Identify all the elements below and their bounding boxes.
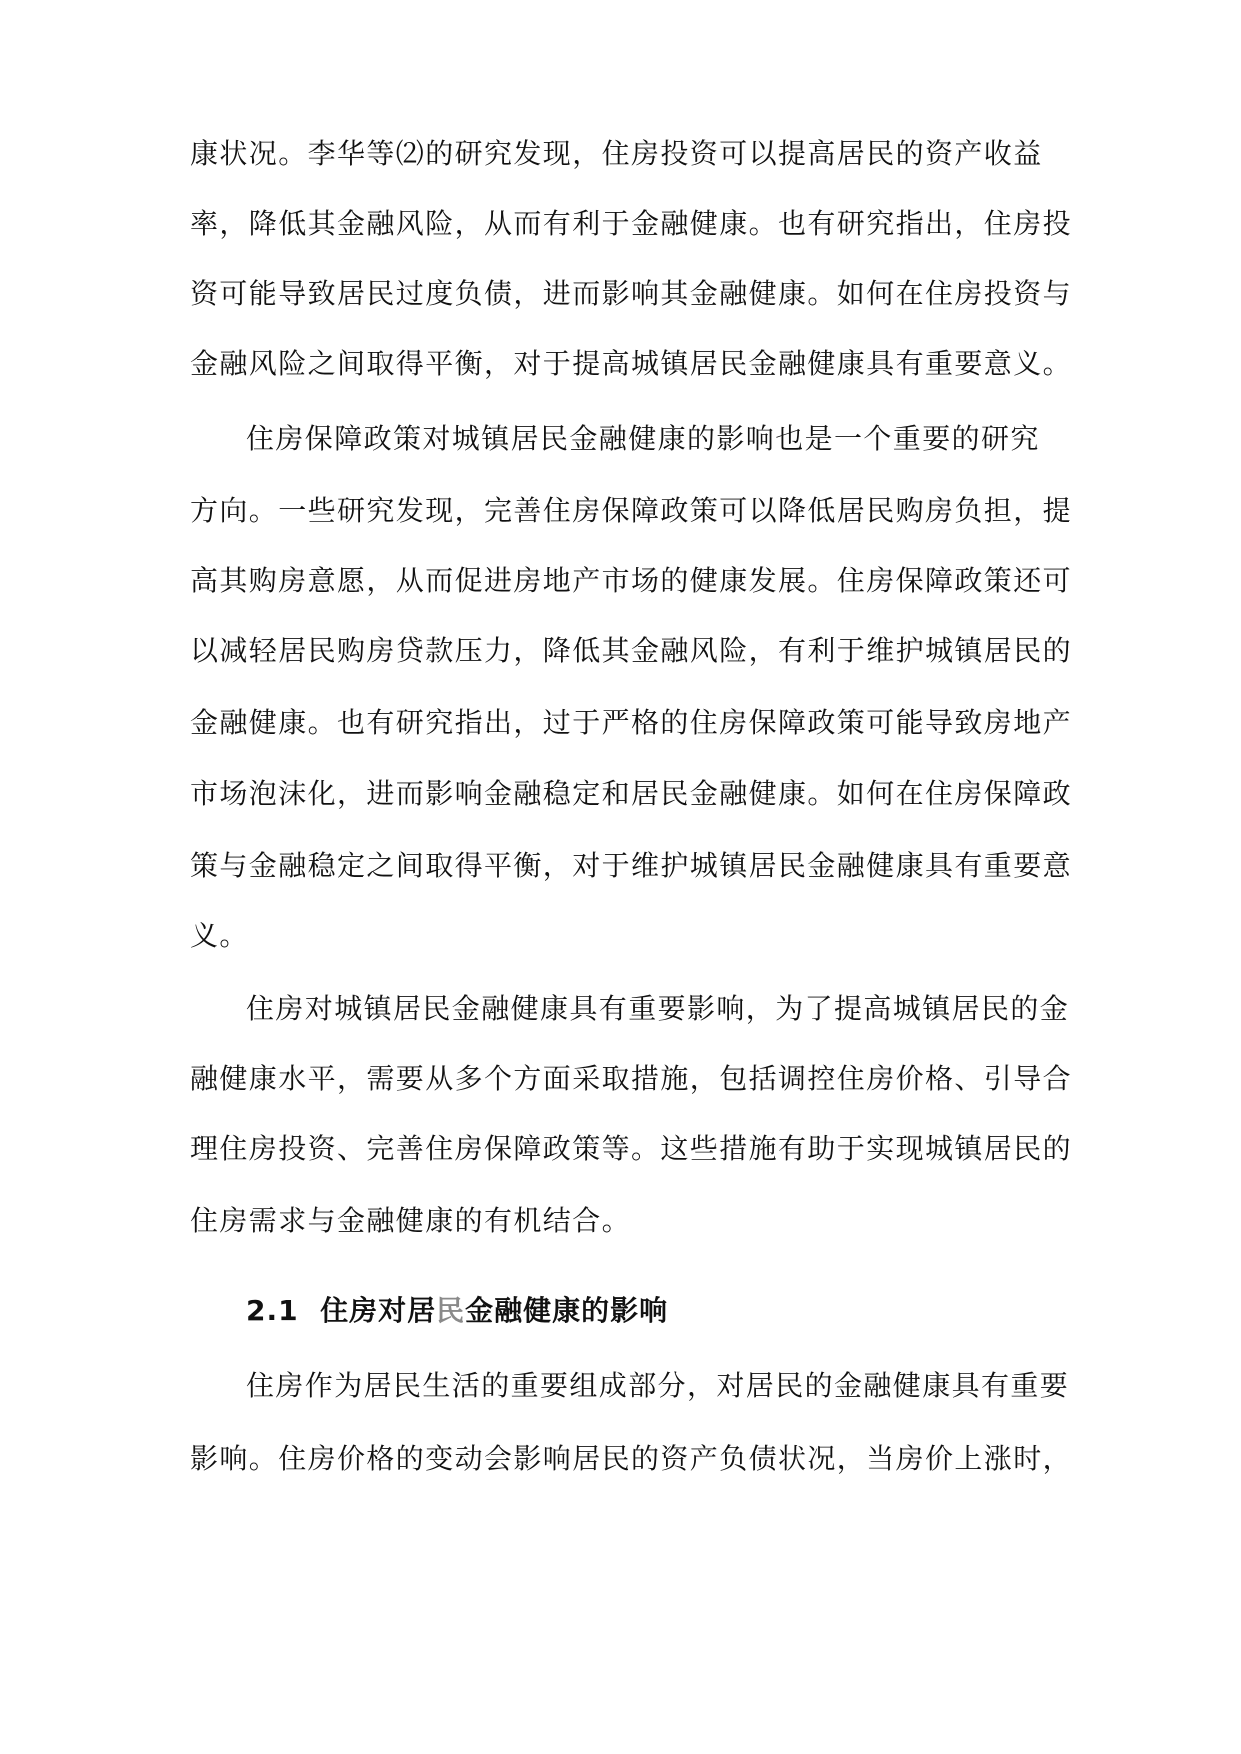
text-line: 影响。住房价格的变动会影响居民的资产负债状况，当房价上涨时， (190, 1442, 1073, 1475)
section-number: 2.1 (246, 1294, 299, 1327)
text-line: 策与金融稳定之间取得平衡，对于维护城镇居民金融健康具有重要意 (190, 849, 1073, 882)
section-title-part: 住房对居 (320, 1294, 437, 1327)
text-line: 康状况。李华等⑵的研究发现，住房投资可以提高居民的资产收益 (190, 137, 1043, 170)
text-line: 金融风险之间取得平衡，对于提高城镇居民金融健康具有重要意义。 (190, 347, 1073, 380)
text-line: 住房对城镇居民金融健康具有重要影响，为了提高城镇居民的金 (246, 992, 1070, 1025)
text-line: 住房需求与金融健康的有机结合。 (190, 1204, 632, 1237)
section-title-faded-part: 民 (436, 1294, 466, 1327)
text-line: 义。 (190, 919, 249, 952)
text-line: 率，降低其金融风险，从而有利于金融健康。也有研究指出，住房投 (190, 207, 1073, 240)
section-heading (246, 1285, 1116, 1337)
text-line: 住房作为居民生活的重要组成部分，对居民的金融健康具有重要 (246, 1369, 1070, 1402)
text-line: 资可能导致居民过度负债，进而影响其金融健康。如何在住房投资与 (190, 277, 1073, 310)
section-title-part: 金融健康的影响 (465, 1294, 669, 1327)
text-line: 以减轻居民购房贷款压力，降低其金融风险，有利于维护城镇居民的 (190, 634, 1073, 667)
text-line: 市场泡沫化，进而影响金融稳定和居民金融健康。如何在住房保障政 (190, 777, 1073, 810)
text-line: 理住房投资、完善住房保障政策等。这些措施有助于实现城镇居民的 (190, 1132, 1073, 1165)
section-title-spacer (299, 1294, 321, 1327)
text-line: 金融健康。也有研究指出，过于严格的住房保障政策可能导致房地产 (190, 706, 1073, 739)
text-line: 融健康水平，需要从多个方面采取措施，包括调控住房价格、引导合 (190, 1062, 1073, 1095)
text-line: 方向。一些研究发现，完善住房保障政策可以降低居民购房负担，提 (190, 494, 1073, 527)
text-line: 高其购房意愿，从而促进房地产市场的健康发展。住房保障政策还可 (190, 564, 1073, 597)
text-line: 住房保障政策对城镇居民金融健康的影响也是一个重要的研究 (246, 422, 1040, 455)
